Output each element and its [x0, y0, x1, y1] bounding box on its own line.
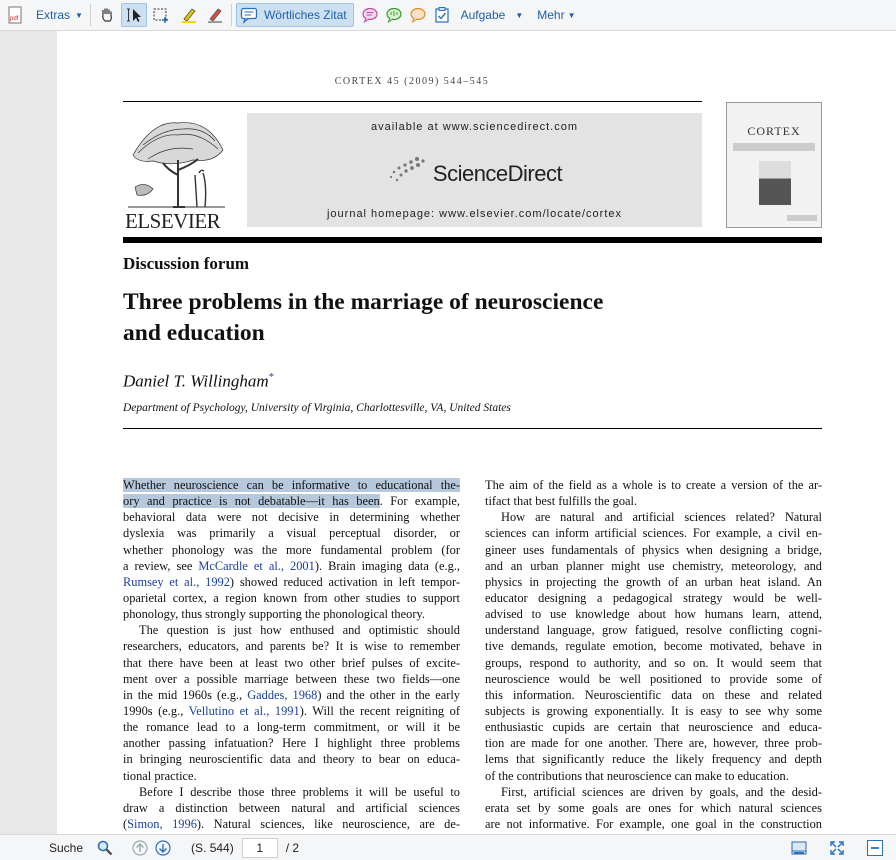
bottom-toolbar: [0, 834, 896, 860]
thick-rule: [123, 237, 822, 243]
task-button[interactable]: [430, 3, 454, 27]
cover-footer: [787, 215, 817, 221]
quote-icon: [240, 6, 258, 24]
body-column-right: The aim of the field as a whole is to create a version of the ar- tifact that best fulfills the goal. How are natural and artificial sciences related? Natural sciences can inform artificial sciences. For example, a civil en- gineer uses fundamentals of physics when designing a bridge, and an urban planner might use chemistry, meteorology, and physics in projecting the growth of an urban heat island. An educator designing a pedagogical strategy would be well- advised to use knowledge about how humans learn, attend, understand language, grow fatigued, resolve conflicting cogni- tive demands, regulate emotion, become motivated, behave in groups, respond to authority, and so on. It would seem that neuroscience would be well positioned to provide some of this information. Neuroscientific data on these and related subjects is growing exponentially. It is easy to see why some enthusiastic cupids are certain that neuroscience and educa- tion are made for one another. There are, however, three prob- lems that significantly reduce the likely frequency and depth of the contributions that neuroscience can make to education. First, artificial sciences are driven by goals, and the desid- erata set by some goals are ones for which natural sciences are not informative. For example, one goal in the construction: [485, 478, 822, 831]
toolbar: [0, 0, 896, 31]
page-number-input[interactable]: 1: [242, 838, 278, 858]
toolbar-divider: [90, 4, 91, 26]
page-total: / 2: [285, 840, 300, 855]
highlighter-icon: [180, 6, 198, 24]
article-title: [123, 287, 703, 349]
quote-button[interactable]: [236, 3, 354, 27]
article-title-line: Three problems in the marriage of neuroscience: [123, 289, 604, 315]
text-highlight[interactable]: Whether neuroscience can be informative to educational the-: [123, 478, 460, 492]
quote-label: Wörtliches Zitat: [263, 8, 347, 22]
rect-select-icon: [152, 6, 170, 24]
author-name: [123, 371, 274, 392]
author-name-text: Daniel T. Willingham: [123, 371, 269, 391]
hand-tool-button[interactable]: [95, 3, 119, 27]
highlighter-tool-button[interactable]: [177, 3, 201, 27]
comment-pink-icon: [361, 6, 379, 24]
comment-green-button[interactable]: [382, 3, 406, 27]
comment-green-icon: [385, 6, 403, 24]
citation-link[interactable]: Simon, 1996: [127, 816, 197, 831]
citation-link[interactable]: McCardle et al., 2001: [198, 558, 315, 573]
text-select-icon: [125, 6, 143, 24]
chevron-down-icon: ▼: [515, 10, 524, 20]
text-select-tool-button[interactable]: [121, 3, 147, 27]
journal-reference: CORTEX 45 (2009) 544–545: [334, 76, 490, 87]
article-title-line: and education: [123, 320, 265, 346]
more-label: Mehr: [537, 8, 565, 22]
journal-cover-image: [726, 102, 822, 228]
cover-photo: [759, 161, 791, 205]
comment-pink-button[interactable]: [358, 3, 382, 27]
publisher-name: ELSEVIER: [125, 209, 221, 233]
fullscreen-icon[interactable]: [828, 839, 846, 857]
comment-orange-icon: [409, 6, 427, 24]
extras-label: Extras: [36, 8, 71, 22]
fit-width-icon[interactable]: [790, 839, 808, 857]
eraser-tool-button[interactable]: [203, 3, 227, 27]
pdf-button[interactable]: [3, 3, 27, 27]
task-label: Aufgabe: [460, 8, 506, 22]
journal-homepage-text: journal homepage: www.elsevier.com/locate/cortex: [326, 208, 622, 220]
citation-link[interactable]: Rumsey et al., 1992: [123, 574, 230, 589]
pdf-icon: [6, 6, 24, 24]
search-icon[interactable]: [96, 839, 114, 857]
task-menu[interactable]: [458, 3, 527, 27]
body-column-left: Whether neuroscience can be informative to educational the- ory and practice is not debatable—it has been. For example, behavioral data were not decisive in determining whether dyslexia was primarily a visual perceptual disorder, or whether phonology was the more fundamental problem (for a review, see McCardle et al., 2001). Brain imaging data (e.g., Rumsey et al., 1992) showed reduced activation in left tempor- oparietal cortex, a region known from other studies to support phonology, thus strongly supporting the phonological theory. The question is just how enthused and optimistic should researchers, educators, and parents be? It is wise to remember that there have been at least two other brief pulses of excite- ment over a possible marriage between these two fields—one in the mid 1960s (e.g., Gaddes, 1968) and the other in the early 1990s (e.g., Vellutino et al., 1991). Will the recent reigniting of the romance lead to a long-term commitment, or will it be another passing infatuation? Here I highlight three problems in bringing neuroscientific data and theory to bear on educa- tional practice. Before I describe those three problems it will be useful to draw a distinction between natural and artificial sciences (Simon, 1996). Natural sciences, like neuroscience, are de-: [123, 478, 460, 831]
page-indicator: (S. 544): [191, 840, 234, 855]
toolbar-divider: [231, 4, 232, 26]
author-footnote-link[interactable]: *: [268, 371, 275, 383]
previous-match-icon[interactable]: [131, 839, 149, 857]
sciencedirect-banner: [247, 113, 702, 227]
abstract-rule: [123, 428, 822, 429]
task-icon: [433, 6, 451, 24]
sciencedirect-logo-text: ScienceDirect: [432, 161, 563, 186]
search-label: Suche: [49, 840, 84, 855]
header-rule: [123, 101, 702, 102]
cover-title: CORTEX: [747, 124, 801, 138]
cover-band: [733, 143, 815, 151]
zoom-out-icon[interactable]: [866, 839, 884, 857]
more-menu[interactable]: [534, 3, 578, 27]
extras-menu[interactable]: [33, 3, 86, 27]
svg-text:pdf: pdf: [10, 16, 19, 22]
eraser-icon: [206, 6, 224, 24]
document-viewer[interactable]: [0, 31, 896, 834]
section-heading: Discussion forum: [123, 254, 250, 273]
text-highlight[interactable]: ory and practice is not debatable—it has been: [123, 494, 380, 509]
hand-icon: [98, 6, 116, 24]
comment-orange-button[interactable]: [406, 3, 430, 27]
citation-link[interactable]: Gaddes, 1968: [247, 687, 318, 702]
chevron-down-icon: ▼: [75, 10, 83, 20]
citation-link[interactable]: Vellutino et al., 1991: [188, 703, 300, 718]
next-match-icon[interactable]: [154, 839, 172, 857]
sd-availability-text: available at www.sciencedirect.com: [370, 121, 579, 133]
rect-select-tool-button[interactable]: [149, 3, 173, 27]
chevron-down-icon: ▼: [567, 10, 576, 20]
author-affiliation: Department of Psychology, University of Virginia, Charlottesville, VA, United States: [123, 402, 511, 414]
